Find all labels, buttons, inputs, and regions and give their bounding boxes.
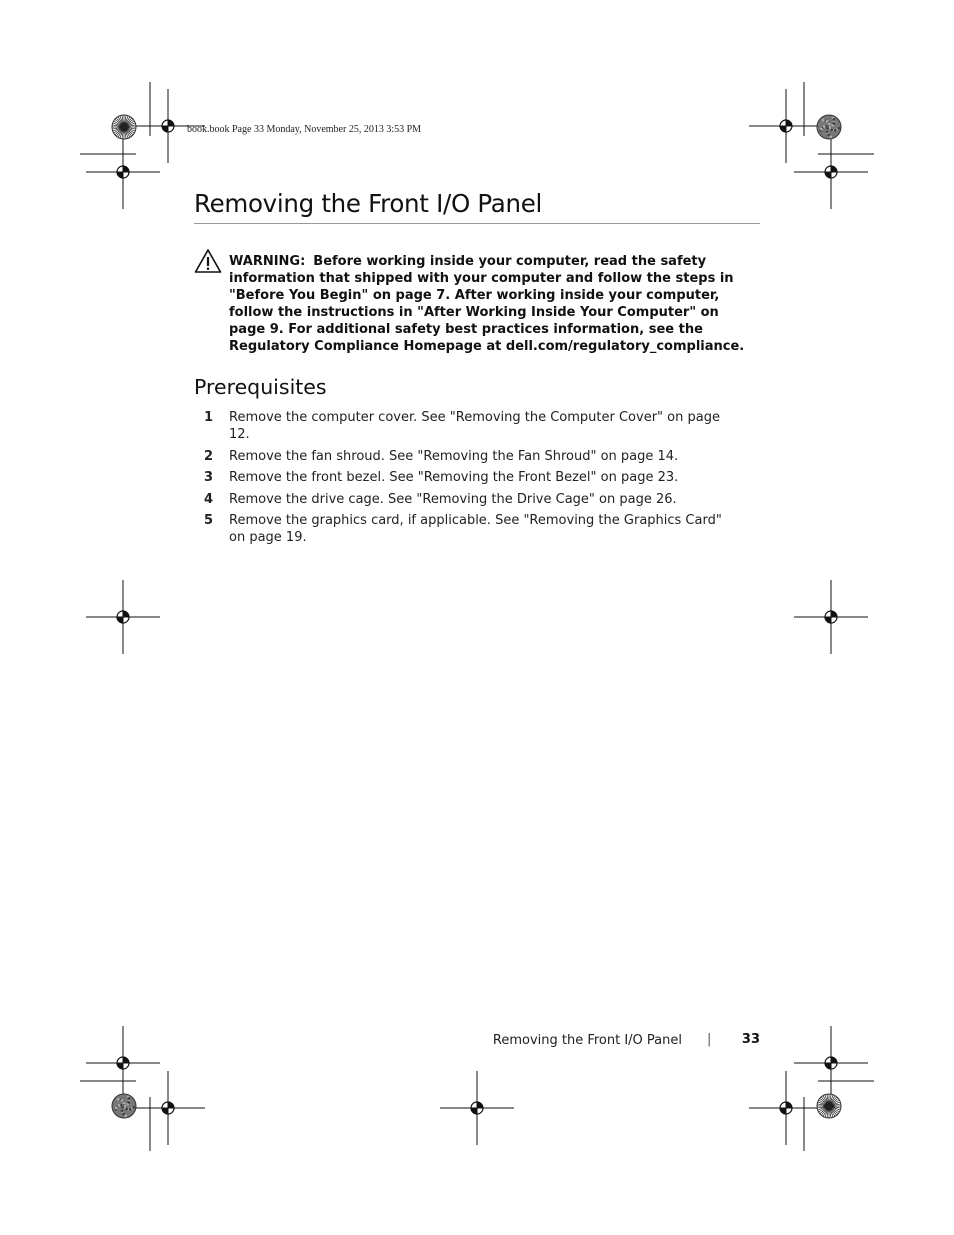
halftone-dot [121,1099,124,1102]
halftone-dot [823,125,826,128]
halftone-dot [127,1101,130,1104]
halftone-dot [833,118,836,121]
halftone-dot [830,129,833,132]
halftone-dot [124,1115,127,1118]
halftone-dot [826,130,829,133]
list-item [194,409,760,443]
halftone-dot [122,1113,125,1116]
halftone-dot [121,1109,124,1112]
halftone-dot [118,1104,121,1107]
list-item [194,512,760,546]
list-item [194,469,760,486]
prerequisite-steps [194,409,760,551]
step-number: 1 [204,410,214,425]
step-number: 2 [204,448,214,464]
halftone-dot [829,126,832,129]
footer-separator: | [707,1032,712,1047]
step-text: Remove the drive cage. See "Removing the Drive Cage" on page 26. [229,491,677,507]
warning-icon [194,248,222,274]
section-title: Prerequisites [194,375,327,399]
halftone-dot [129,1108,132,1111]
halftone-dot [133,1106,136,1109]
print-slug: book.book Page 33 Monday, November 25, 2013 3:53 PM [187,124,422,135]
halftone-dot [117,1098,120,1101]
step-number: 5 [204,513,214,528]
footer-title: Removing the Front I/O Panel [492,1033,682,1048]
step-text: Remove the computer cover. See "Removing the Computer Cover" on page 12. [229,410,720,442]
warning-notice [229,253,759,355]
halftone-dot [125,1108,128,1111]
halftone-dot [838,127,841,130]
halftone-dot [832,122,835,125]
halftone-dot [123,1102,126,1105]
page-title: Removing the Front I/O Panel [194,189,543,218]
halftone-dot [127,1097,130,1100]
halftone-dot [121,1106,124,1109]
step-text: Remove the fan shroud. See "Removing the Fan Shroud" on page 14. [229,448,679,464]
halftone-dot [124,1105,127,1108]
halftone-dot [820,128,823,131]
list-item [194,491,760,508]
page-number: 33 [741,1032,760,1047]
halftone-dot [826,120,829,123]
title-rule [194,223,760,224]
list-item [194,448,760,465]
step-number: 3 [204,470,214,485]
halftone-dot [115,1107,118,1110]
halftone-dot [827,134,830,137]
halftone-dot [826,127,829,130]
step-text: Remove the graphics card, if applicable. See "Removing the Graphics Card" on page 19. [229,513,722,545]
halftone-dot [822,119,825,122]
halftone-dot [834,129,837,132]
warning-label: WARNING: [229,254,306,269]
halftone-dot [828,123,831,126]
step-text: Remove the front bezel. See "Removing the Front Bezel" on page 23. [229,470,679,485]
halftone-dot [829,136,832,139]
step-number: 4 [204,491,214,507]
warning-text: Before working inside your computer, read the safety information that shipped with your computer and follow the steps in "Before You Begin" on page 7. After working inside your computer, follow the instructions in "After Working Inside Your Computer" on page 9. For additional safety best practices information, see the Regulatory Compliance Homepage at dell.com/regulatory_compliance. [229,254,745,354]
